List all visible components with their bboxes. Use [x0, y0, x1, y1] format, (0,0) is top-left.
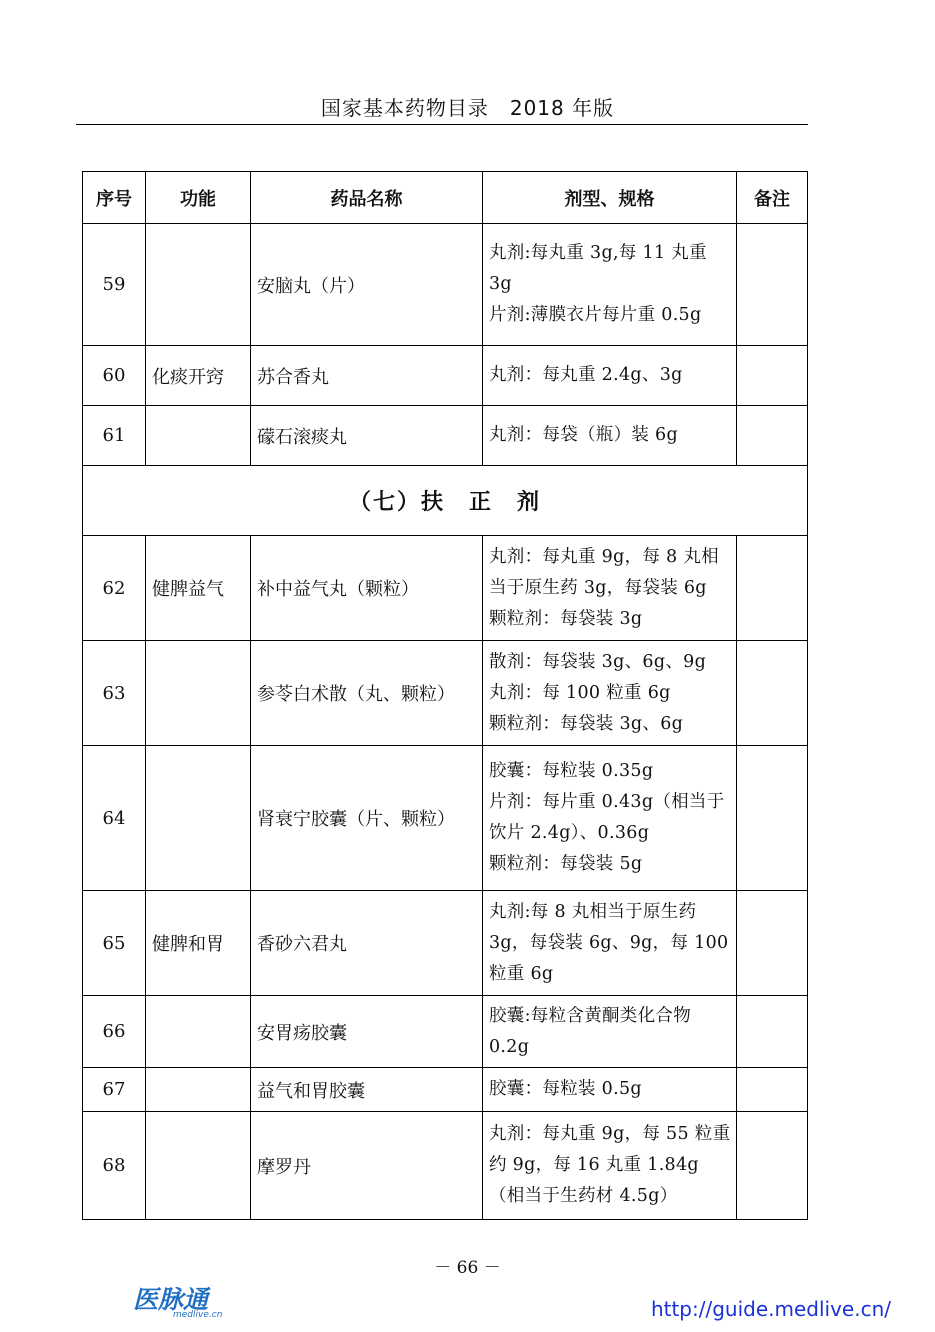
- row-number: 62: [83, 536, 146, 641]
- page-number: － 66 －: [434, 1258, 501, 1278]
- row-spec: [483, 1112, 737, 1220]
- col-header-note: 备注: [737, 172, 808, 224]
- spec-line: 丸剂：每丸重 2.4g、3g: [489, 365, 683, 385]
- row-number: 66: [83, 996, 146, 1068]
- table-row: [83, 406, 808, 466]
- row-drug-name: 礞石滚痰丸: [251, 406, 483, 466]
- spec-line: 颗粒剂：每袋装 5g: [489, 854, 643, 874]
- spec-line: 片剂：每片重 0.43g（相当于饮片 2.4g）、0.36g: [489, 792, 725, 843]
- table-header-row: [83, 172, 808, 224]
- logo-subtext: medlive.cn: [173, 1310, 223, 1320]
- row-function: 健脾益气: [146, 536, 251, 641]
- spec-line: 胶囊：每粒装 0.35g: [489, 761, 654, 781]
- row-spec: [483, 996, 737, 1068]
- row-function: 健脾和胃: [146, 891, 251, 996]
- table-row: [83, 641, 808, 746]
- table-row: [83, 1112, 808, 1220]
- row-spec: [483, 406, 737, 466]
- row-note: [737, 996, 808, 1068]
- row-spec: [483, 891, 737, 996]
- row-drug-name: 苏合香丸: [251, 346, 483, 406]
- row-function: [146, 996, 251, 1068]
- row-note: [737, 536, 808, 641]
- table-row: [83, 746, 808, 891]
- table-row: [83, 891, 808, 996]
- section-row: [83, 466, 808, 536]
- col-header-function: 功能: [146, 172, 251, 224]
- spec-line: 丸剂:每 8 丸相当于原生药 3g，每袋装 6g、9g，每 100 粒重 6g: [489, 901, 729, 984]
- col-header-spec: 剂型、规格: [483, 172, 737, 224]
- row-drug-name: 安胃疡胶囊: [251, 996, 483, 1068]
- row-number: 59: [83, 224, 146, 346]
- row-note: [737, 346, 808, 406]
- row-note: [737, 1068, 808, 1112]
- col-header-no: 序号: [83, 172, 146, 224]
- row-drug-name: 香砂六君丸: [251, 891, 483, 996]
- spec-line: 胶囊：每粒装 0.5g: [489, 1079, 642, 1099]
- row-function: [146, 1068, 251, 1112]
- row-drug-name: 益气和胃胶囊: [251, 1068, 483, 1112]
- row-number: 67: [83, 1068, 146, 1112]
- row-function: [146, 641, 251, 746]
- row-drug-name: 肾衰宁胶囊（片、颗粒）: [251, 746, 483, 891]
- table-row: [83, 1068, 808, 1112]
- row-spec: [483, 641, 737, 746]
- row-note: [737, 641, 808, 746]
- table-row: [83, 224, 808, 346]
- row-number: 63: [83, 641, 146, 746]
- medlive-logo: [133, 1280, 243, 1320]
- row-function: [146, 746, 251, 891]
- row-number: 60: [83, 346, 146, 406]
- row-spec: [483, 224, 737, 346]
- row-note: [737, 1112, 808, 1220]
- row-number: 65: [83, 891, 146, 996]
- section-title: （七）扶 正 剂: [83, 466, 808, 536]
- spec-line: 颗粒剂：每袋装 3g: [489, 608, 643, 629]
- row-drug-name: 安脑丸（片）: [251, 224, 483, 346]
- spec-line: 散剂：每袋装 3g、6g、9g: [489, 651, 707, 672]
- row-note: [737, 406, 808, 466]
- row-number: 64: [83, 746, 146, 891]
- row-spec: [483, 346, 737, 406]
- spec-line: 片剂:薄膜衣片每片重 0.5g: [489, 305, 702, 325]
- row-function: [146, 1112, 251, 1220]
- footer-url-link[interactable]: http://guide.medlive.cn/: [650, 1297, 891, 1321]
- spec-line: 胶囊:每粒含黄酮类化合物 0.2g: [489, 1005, 691, 1057]
- col-header-drug-name: 药品名称: [251, 172, 483, 224]
- row-note: [737, 746, 808, 891]
- row-function: [146, 224, 251, 346]
- row-note: [737, 891, 808, 996]
- row-spec: [483, 746, 737, 891]
- row-number: 68: [83, 1112, 146, 1220]
- spec-line: 丸剂：每 100 粒重 6g: [489, 682, 671, 703]
- spec-line: 丸剂：每丸重 9g，每 8 丸相当于原生药 3g，每袋装 6g: [489, 546, 719, 598]
- logo-text: 医脉通: [133, 1285, 209, 1314]
- spec-line: 丸剂：每丸重 9g，每 55 粒重约 9g，每 16 丸重 1.84g（相当于生药材 4.5g）: [489, 1124, 731, 1206]
- spec-line: 颗粒剂：每袋装 3g、6g: [489, 713, 684, 734]
- row-drug-name: 补中益气丸（颗粒）: [251, 536, 483, 641]
- row-function: [146, 406, 251, 466]
- row-drug-name: 参苓白术散（丸、颗粒）: [251, 641, 483, 746]
- row-drug-name: 摩罗丹: [251, 1112, 483, 1220]
- row-spec: [483, 1068, 737, 1112]
- table-row: [83, 536, 808, 641]
- header-rule: [76, 124, 808, 125]
- drug-table: [82, 171, 808, 1220]
- spec-line: 丸剂：每袋（瓶）装 6g: [489, 425, 678, 445]
- row-number: 61: [83, 406, 146, 466]
- page-header-title: 国家基本药物目录 2018 年版: [320, 96, 615, 120]
- spec-line: 丸剂:每丸重 3g,每 11 丸重 3g: [489, 243, 707, 294]
- table-row: [83, 996, 808, 1068]
- table-row: [83, 346, 808, 406]
- row-note: [737, 224, 808, 346]
- row-function: 化痰开窍: [146, 346, 251, 406]
- row-spec: [483, 536, 737, 641]
